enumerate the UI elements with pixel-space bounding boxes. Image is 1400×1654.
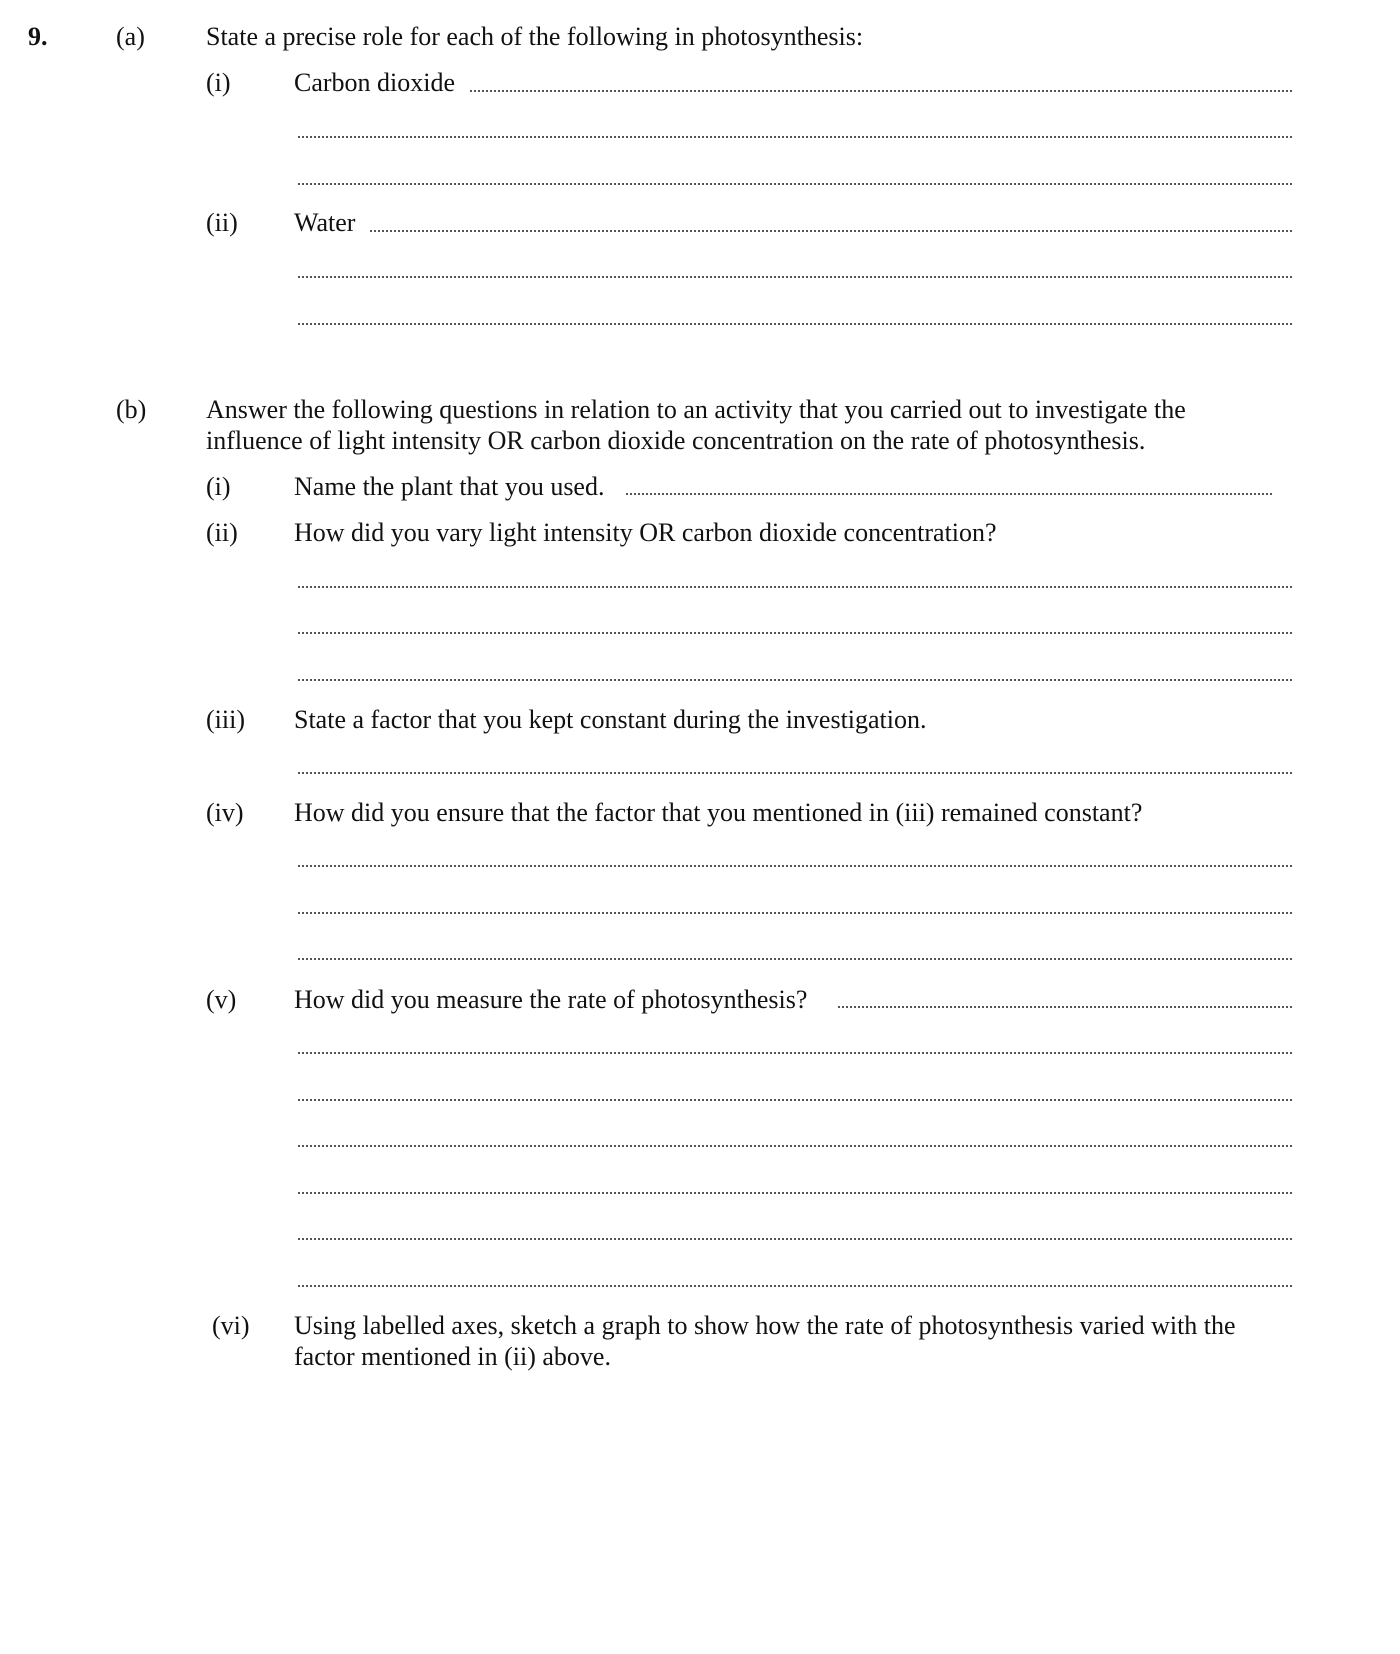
part-b-iii-text: State a factor that you kept constant during the investigation. [294,705,927,734]
answer-line[interactable] [298,1192,1292,1194]
answer-line[interactable] [298,1145,1292,1147]
answer-line[interactable] [298,865,1292,867]
part-a-ii-text: Water [294,208,356,237]
part-b-vi-text-line2: factor mentioned in (ii) above. [294,1342,611,1371]
part-b-iv-label: (iv) [206,798,244,827]
part-b-ii-label: (ii) [206,518,238,547]
answer-line[interactable] [298,912,1292,914]
part-b-label: (b) [116,395,147,424]
answer-line[interactable] [370,230,1292,232]
part-a-i-text: Carbon dioxide [294,68,456,97]
part-a-ii-label: (ii) [206,208,238,237]
answer-line[interactable] [298,586,1292,588]
part-b-iii-label: (iii) [206,705,245,734]
part-b-v-text: How did you measure the rate of photosynthesis? [294,985,808,1014]
answer-line[interactable] [298,772,1292,774]
answer-line[interactable] [470,90,1292,92]
answer-line[interactable] [838,1006,1292,1008]
answer-line[interactable] [298,276,1292,278]
answer-line[interactable] [298,323,1292,325]
part-b-i-text: Name the plant that you used. [294,472,605,501]
part-b-vi-label: (vi) [212,1311,250,1340]
answer-line[interactable] [298,183,1292,185]
part-b-iv-text: How did you ensure that the factor that you mentioned in (iii) remained constant? [294,798,1143,827]
part-a-prompt: State a precise role for each of the following in photosynthesis: [206,22,864,51]
answer-line[interactable] [298,1238,1292,1240]
part-b-prompt-line2: influence of light intensity OR carbon dioxide concentration on the rate of photosynthesis. [206,426,1146,455]
answer-line[interactable] [298,136,1292,138]
part-a-label: (a) [116,22,145,51]
question-number: 9. [28,22,48,51]
part-b-vi-text-line1: Using labelled axes, sketch a graph to show how the rate of photosynthesis varied with the [294,1311,1236,1340]
answer-line[interactable] [298,1052,1292,1054]
answer-line[interactable] [298,1285,1292,1287]
part-b-ii-text: How did you vary light intensity OR carbon dioxide concentration? [294,518,997,547]
answer-line[interactable] [298,679,1292,681]
answer-line[interactable] [626,493,1272,495]
part-b-v-label: (v) [206,985,237,1014]
answer-line[interactable] [298,1099,1292,1101]
part-b-i-label: (i) [206,472,231,501]
part-a-i-label: (i) [206,68,231,97]
answer-line[interactable] [298,632,1292,634]
part-b-prompt-line1: Answer the following questions in relation to an activity that you carried out to investigate the [206,395,1186,424]
answer-line[interactable] [298,958,1292,960]
graph-sketch-area[interactable] [294,1390,1294,1630]
